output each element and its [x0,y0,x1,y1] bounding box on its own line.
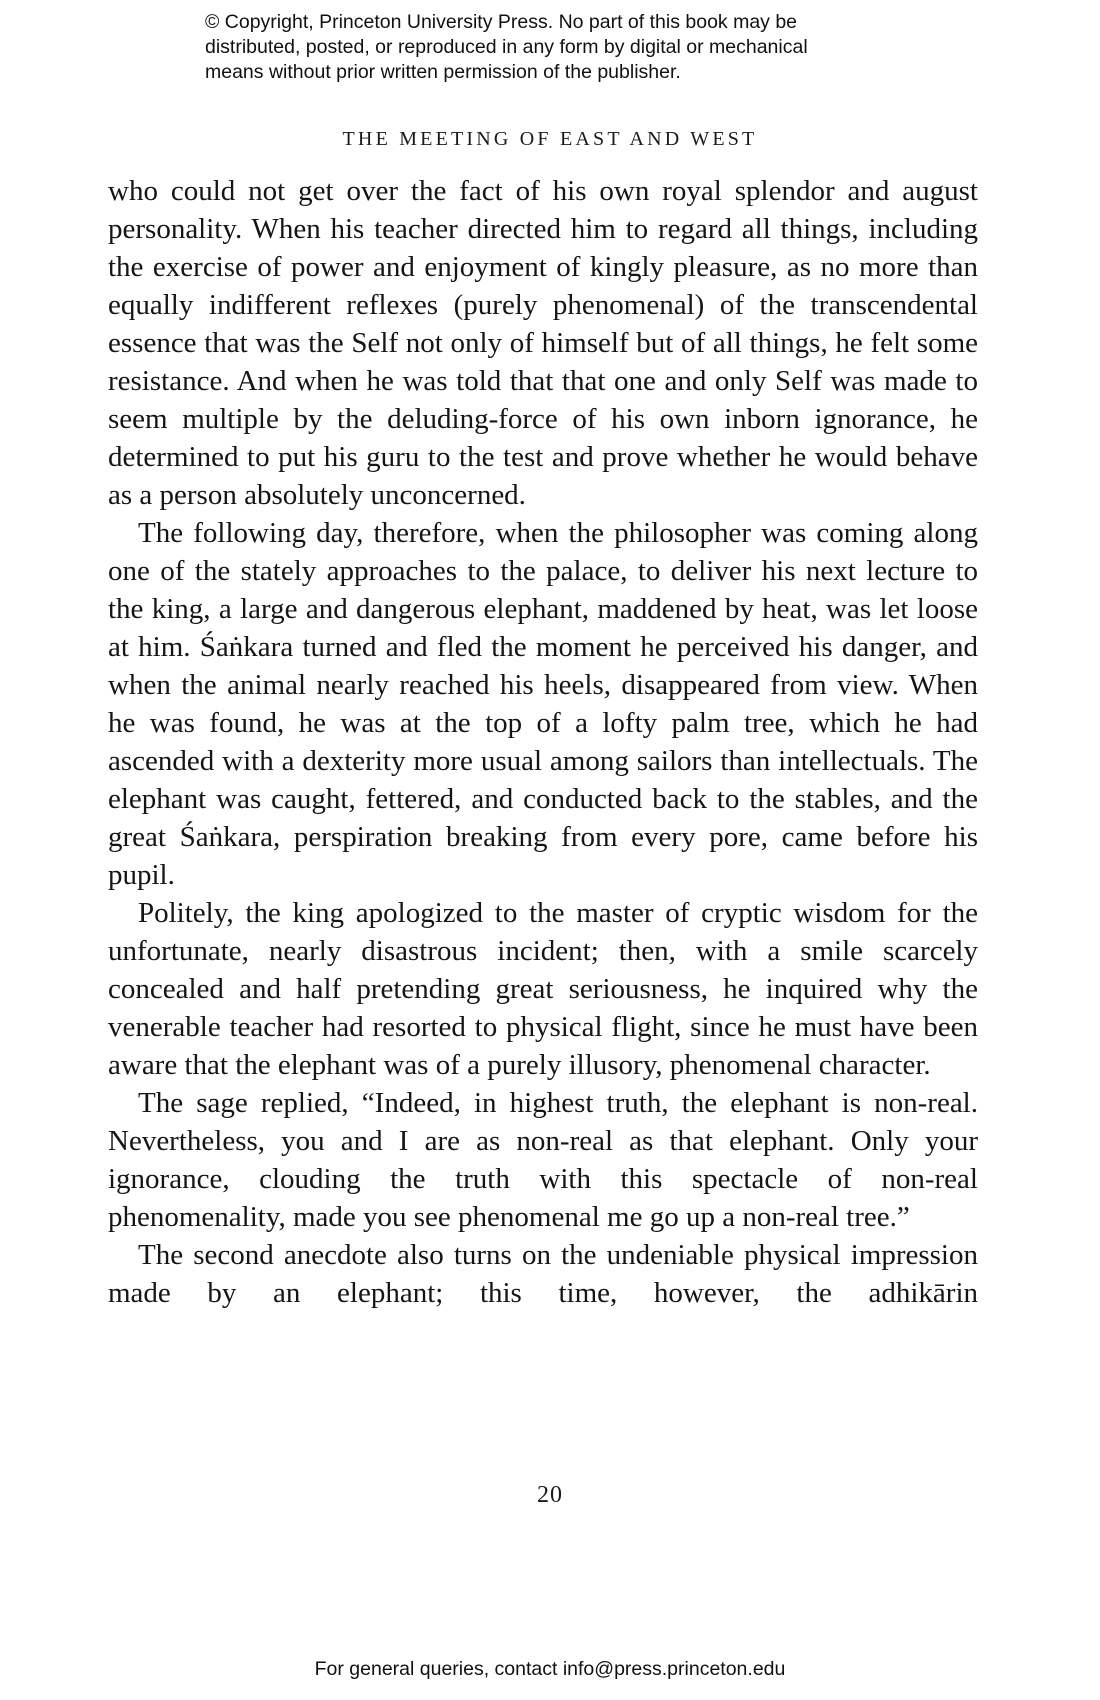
footer-contact: For general queries, contact info@press.princeton.edu [314,1658,786,1680]
paragraph-2: The following day, therefore, when the philosopher was coming along one of the stately approaches to the palace, to deliver his next lecture to the king, a large and dangerous elephant, maddened by heat, was let loose at him. Śaṅkara turned and fled the moment he perceived his danger, and when the animal nearly reached his heels, disappeared from view. When he was found, he was at the top of a lofty palm tree, which he had ascended with a dexterity more usual among sailors than intellectuals. The elephant was caught, fettered, and conducted back to the stables, and the great Śaṅkara, perspiration breaking from every pore, came before his pupil. [108,517,978,891]
paragraph-5: The second anecdote also turns on the undeniable physical impression made by an elephant; this time, however, the adhikārin [108,1239,978,1309]
copyright-line-2: distributed, posted, or reproduced in any form by digital or mechanical [205,36,808,58]
copyright-line-1: © Copyright, Princeton University Press. No part of this book may be [205,11,798,33]
paragraph-3: Politely, the king apologized to the master of cryptic wisdom for the unfortunate, nearly disastrous incident; then, with a smile scarcely concealed and half pretending great seriousness, he inquired why the venerable teacher had resorted to physical flight, since he must have been aware that the elephant was of a purely illusory, phenomenal character. [108,897,978,1081]
paragraph-4: The sage replied, “Indeed, in highest truth, the elephant is non-real. Nevertheless, you and I are as non-real as that elephant. Only your ignorance, clouding the truth with this spectacle of non-real phenomenality, made you see phenomenal me go up a non-real tree.” [108,1087,978,1233]
copyright-notice [205,10,925,85]
page-number: 20 [537,1482,563,1508]
running-head: THE MEETING OF EAST AND WEST [342,128,758,150]
body-text [108,172,978,1312]
copyright-line-3: means without prior written permission of the publisher. [205,61,681,83]
paragraph-1: who could not get over the fact of his own royal splendor and august personality. When his teacher directed him to regard all things, including the exercise of power and enjoyment of kingly pleasure, as no more than equally indifferent reflexes (purely phenomenal) of the transcendental essence that was the Self not only of himself but of all things, he felt some resistance. And when he was told that that one and only Self was made to seem multiple by the deluding-force of his own inborn ignorance, he determined to put his guru to the test and prove whether he would behave as a person absolutely unconcerned. [108,175,978,511]
